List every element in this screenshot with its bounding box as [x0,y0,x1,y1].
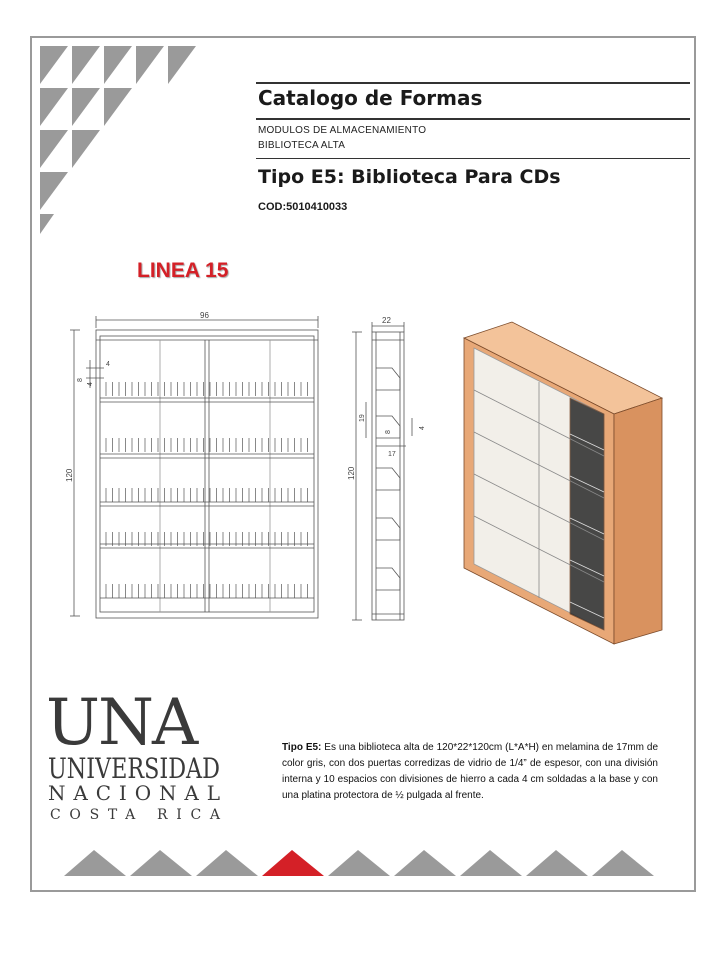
header-rule [256,158,690,159]
logo-una: UNA [46,686,197,760]
front-dim-c: 4 [87,382,94,386]
una-logo [44,682,224,822]
logo-nacional: NACIONAL [48,781,220,805]
side-depth-label: 22 [382,316,391,325]
product-title: Tipo E5: Biblioteca Para CDs [258,166,561,188]
front-dim-b: 8 [77,378,84,382]
product-description [282,740,658,804]
side-height-label: 120 [347,466,356,480]
side-dim-b: 8 [385,430,392,434]
subcategory-label: BIBLIOTECA ALTA [258,140,346,151]
side-view [352,322,412,620]
front-dim-a: 4 [106,361,110,368]
side-dim-a: 19 [359,414,366,422]
isometric-view [464,322,662,644]
description-text: Es una biblioteca alta de 120*22*120cm (L*A*H) en melamina de 17mm de color gris, con dos puertas corredizas de vidrio de 1/4” de espesor, con una división interna y 10 espacios con divisiones de hierro a cada 4 cm soldadas a la base y con una platina protectora de ½ pulgada al frente. [282,742,658,801]
line-label: LINEA 15 [137,259,229,282]
side-dim-c: 4 [419,426,426,430]
technical-drawing [60,310,680,650]
description-label: Tipo E5: [282,742,322,753]
front-width-label: 96 [200,311,209,320]
catalog-title: Catalogo de Formas [258,86,483,110]
corner-triangle-logo [40,46,200,246]
logo-universidad: UNIVERSIDAD [48,752,220,785]
header-rule [256,118,690,120]
side-dim-d: 17 [388,451,396,458]
logo-costa-rica: COSTA RICA [50,807,220,823]
front-divider-ticks [106,382,308,598]
front-height-label: 120 [65,468,74,482]
bottom-triangle-band [64,848,664,878]
header-rule [256,82,690,84]
category-label: MODULOS DE ALMACENAMIENTO [258,125,427,136]
product-code: COD:5010410033 [258,201,348,213]
